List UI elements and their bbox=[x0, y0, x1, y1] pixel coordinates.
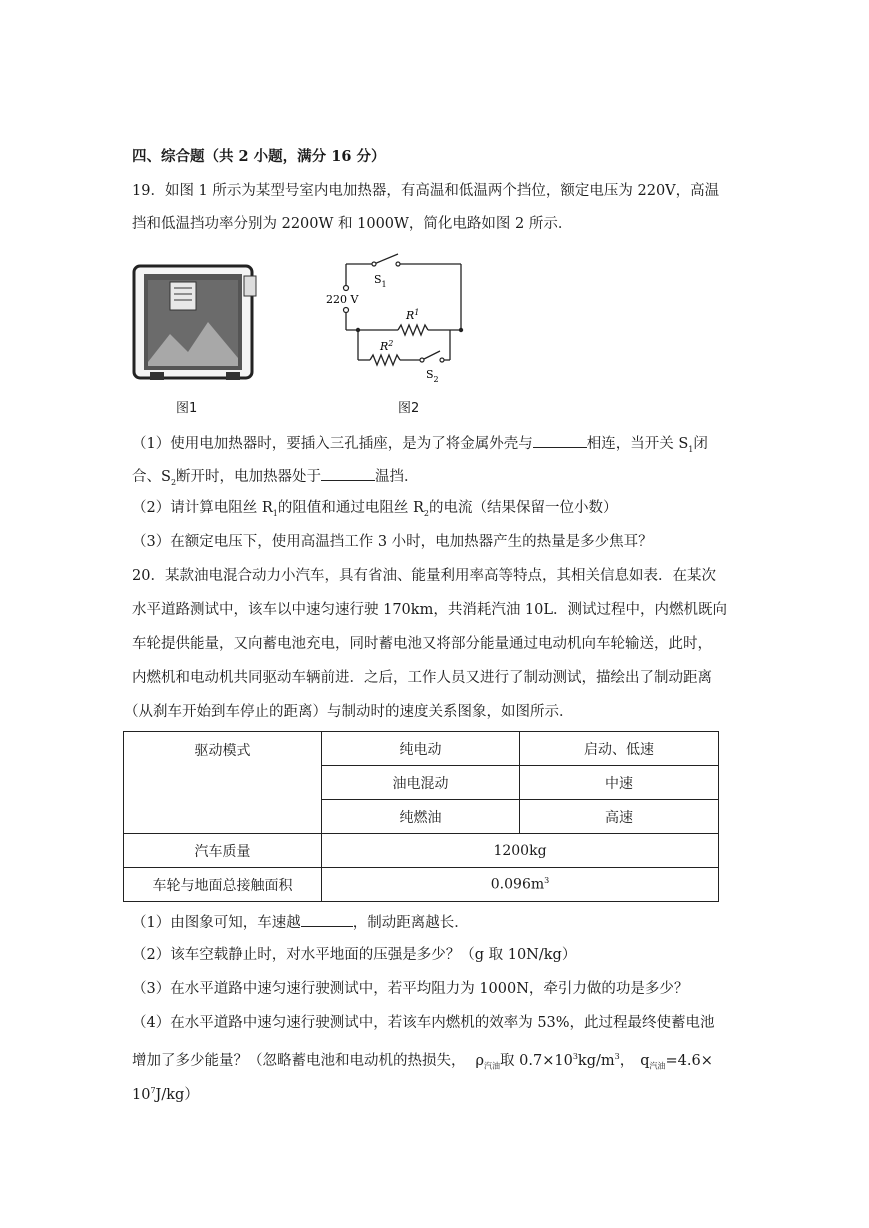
q19-part3: （3）在额定电压下，使用高温挡工作 3 小时，电加热器产生的热量是多少焦耳？ bbox=[132, 534, 653, 550]
mode-cell: 纯电动 bbox=[322, 732, 520, 766]
area-value-cell bbox=[322, 868, 719, 902]
area-value: 0.096m bbox=[490, 876, 545, 893]
q19-text-line-1: 19．如图 1 所示为某型号室内电加热器，有高温和低温两个挡位，额定电压为 220V，高温 bbox=[132, 183, 720, 199]
svg-text:S1 bbox=[374, 273, 387, 289]
s2-subscript-text: 2 bbox=[170, 477, 177, 487]
table-row bbox=[124, 732, 719, 766]
q20-part4-line-3 bbox=[132, 1082, 199, 1104]
q20-part4-text-a: 增加了多少能量？（忽略蓄电池和电动机的热损失， bbox=[132, 1052, 466, 1069]
drive-mode-label: 驱动模式 bbox=[124, 732, 322, 834]
fig1-caption: 图1 bbox=[176, 401, 198, 416]
q20-text-line-4: 内燃机和电动机共同驱动车辆前进．之后，工作人员又进行了制动测试，描绘出了制动距离 bbox=[132, 670, 712, 686]
q19-part2 bbox=[132, 499, 617, 523]
voltage-label: 220 V bbox=[326, 293, 359, 306]
q20-text-line-3: 车轮提供能量，又向蓄电池充电，同时蓄电池又将部分能量通过电动机向车轮输送，此时， bbox=[132, 636, 712, 652]
rho-subscript: 汽油 bbox=[484, 1061, 501, 1071]
mass-value: 1200kg bbox=[322, 834, 719, 868]
q20-part4-text-d: ， bbox=[619, 1052, 635, 1069]
r2-subscript: 2 bbox=[388, 339, 394, 348]
r2-subscript-text: 2 bbox=[423, 508, 429, 518]
q19-part1b-text-3: 温挡． bbox=[375, 469, 419, 485]
q19-part1-text-3: 闭 bbox=[693, 436, 708, 452]
q20-part1 bbox=[132, 912, 469, 932]
speed-cell: 启动、低速 bbox=[520, 732, 719, 766]
mode-cell: 油电混动 bbox=[322, 766, 520, 800]
q20-part4-text-g: J/kg） bbox=[155, 1086, 199, 1103]
speed-cell: 高速 bbox=[520, 800, 719, 834]
r2-label: R bbox=[380, 340, 389, 353]
q19-part2-text: （2）请计算电阻丝 R bbox=[132, 500, 273, 516]
fig2-caption: 图2 bbox=[398, 401, 420, 416]
section-title: 四、综合题（共 2 小题，满分 16 分） bbox=[132, 148, 386, 165]
r1-subscript-text: 1 bbox=[272, 508, 278, 518]
q19-text-line-2: 挡和低温挡功率分别为 2200W 和 1000W，简化电路如图 2 所示． bbox=[132, 216, 573, 232]
exponent-3b: 3 bbox=[614, 1052, 620, 1061]
answer-blank-3[interactable] bbox=[301, 912, 353, 927]
mass-label: 汽车质量 bbox=[124, 834, 322, 868]
q19-part1-text-2: 相连，当开关 S bbox=[586, 436, 689, 452]
q20-part4-line-1: （4）在水平道路中速匀速行驶测试中，若该车内燃机的效率为 53%，此过程最终使蓄电池 bbox=[132, 1015, 715, 1031]
answer-blank-2[interactable] bbox=[321, 466, 375, 481]
q19-part1b-text: 合、S bbox=[132, 469, 171, 485]
exponent-7: 7 bbox=[150, 1086, 156, 1095]
heater-figure bbox=[130, 262, 262, 386]
q-subscript: 汽油 bbox=[649, 1061, 666, 1071]
svg-text:S2 bbox=[426, 368, 439, 384]
q-symbol: q bbox=[640, 1052, 650, 1069]
rho-symbol: ρ bbox=[475, 1052, 485, 1069]
q19-part1b-text-2: 断开时，电加热器处于 bbox=[176, 469, 322, 485]
exponent-3a: 3 bbox=[572, 1052, 578, 1061]
q20-part4-text-f: 10 bbox=[132, 1086, 151, 1103]
answer-blank-1[interactable] bbox=[533, 433, 587, 448]
q19-part1-line-1 bbox=[132, 433, 708, 459]
q20-part1-text-2: ，制动距离越长． bbox=[352, 915, 469, 931]
q20-part4-text-b: 取 0.7×10 bbox=[500, 1052, 573, 1069]
area-superscript: 3 bbox=[544, 876, 550, 886]
q20-text-line-2: 水平道路测试中，该车以中速匀速行驶 170km，共消耗汽油 10L．测试过程中，内燃机既向 bbox=[132, 602, 728, 618]
s1-subscript: 1 bbox=[381, 280, 387, 289]
q19-part1-text: （1）使用电加热器时，要插入三孔插座，是为了将金属外壳与 bbox=[132, 436, 533, 452]
q19-part2-text-3: 的电流（结果保留一位小数） bbox=[428, 500, 618, 516]
q20-part3: （3）在水平道路中速匀速行驶测试中，若平均阻力为 1000N，牵引力做的功是多少？ bbox=[132, 981, 689, 997]
q20-part1-text: （1）由图象可知，车速越 bbox=[132, 915, 301, 931]
q20-text-line-5: （从刹车开始到车停止的距离）与制动时的速度关系图象，如图所示． bbox=[124, 704, 574, 720]
q20-part4-line-2 bbox=[132, 1048, 713, 1076]
table-row bbox=[124, 834, 719, 868]
circuit-diagram bbox=[318, 246, 470, 386]
s2-label: S bbox=[426, 368, 434, 381]
q20-part2: （2）该车空载静止时，对水平地面的压强是多少？（g 取 10N/kg） bbox=[132, 947, 577, 963]
q19-part1-line-2 bbox=[132, 466, 419, 492]
s2-subscript: 2 bbox=[433, 375, 439, 384]
r1-label: R bbox=[406, 309, 415, 322]
r1-subscript: 1 bbox=[414, 308, 420, 317]
mode-cell: 纯燃油 bbox=[322, 800, 520, 834]
speed-cell: 中速 bbox=[520, 766, 719, 800]
svg-text:R1 bbox=[405, 308, 419, 322]
s1-label: S bbox=[374, 273, 382, 286]
area-label: 车轮与地面总接触面积 bbox=[124, 868, 322, 902]
svg-text:R2 bbox=[379, 339, 393, 353]
q20-part4-text-c: kg/m bbox=[577, 1052, 615, 1069]
car-spec-table bbox=[123, 731, 719, 902]
table-row bbox=[124, 868, 719, 902]
q19-part2-text-2: 的阻值和通过电阻丝 R bbox=[277, 500, 424, 516]
s1-subscript-text: 1 bbox=[688, 444, 694, 454]
q20-part4-text-e: =4.6× bbox=[665, 1052, 713, 1069]
q20-text-line-1: 20．某款油电混合动力小汽车，具有省油、能量利用率高等特点，其相关信息如表．在某次 bbox=[132, 568, 716, 584]
